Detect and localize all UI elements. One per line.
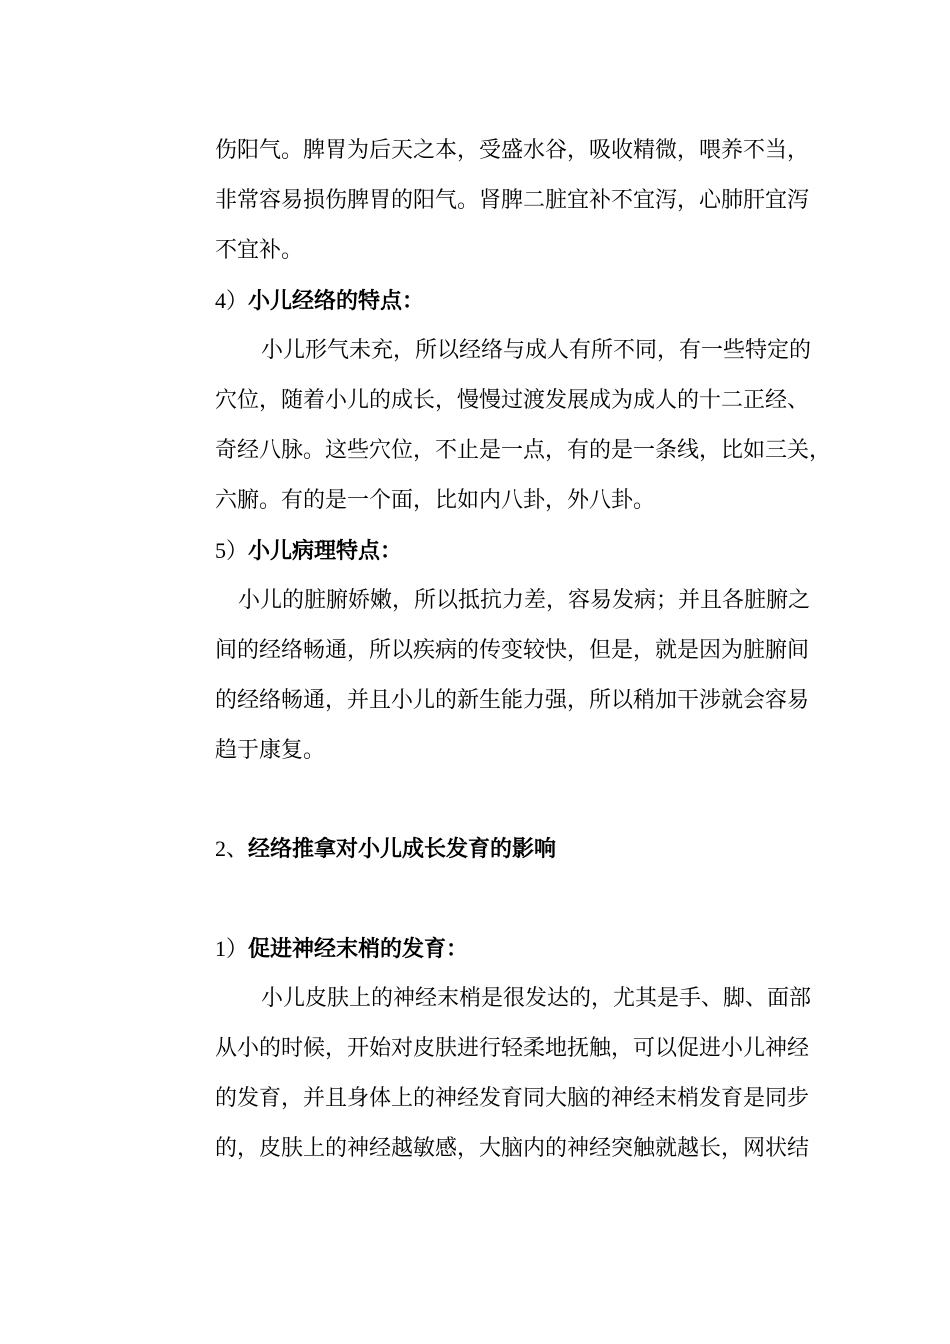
paragraph-line: 间的经络畅通，所以疾病的传变较快，但是，就是因为脏腑间 (215, 638, 810, 663)
paragraph-line: 的经络畅通，并且小儿的新生能力强，所以稍加干涉就会容易 (215, 688, 810, 713)
section-number: 2、 (215, 836, 249, 861)
paragraph-line: 的，皮肤上的神经越敏感，大脑内的神经突触就越长，网状结 (215, 1136, 810, 1161)
heading-pathology (215, 536, 402, 566)
paragraph-line: 不宜补。 (215, 238, 304, 263)
section-text: 经络推拿对小儿成长发育的影响 (248, 836, 557, 862)
heading-number: 1） (215, 936, 249, 961)
paragraph-line: 伤阳气。脾胃为后天之本，受盛水谷，吸收精微，喂养不当， (215, 138, 810, 163)
section-title (215, 834, 556, 864)
heading-text: 小儿经络的特点： (248, 288, 425, 314)
heading-nerve (215, 934, 468, 964)
paragraph-line: 趋于康复。 (215, 738, 326, 763)
paragraph-line: 的发育，并且身体上的神经发育同大脑的神经末梢发育是同步 (215, 1086, 810, 1111)
paragraph-line: 小儿形气未充，所以经络与成人有所不同，有一些特定的 (261, 338, 812, 363)
paragraph-line: 穴位，随着小儿的成长，慢慢过渡发展成为成人的十二正经、 (215, 388, 810, 413)
heading-number: 4） (215, 288, 249, 313)
paragraph-line: 六腑。有的是一个面，比如内八卦，外八卦。 (215, 488, 656, 513)
paragraph-line: 奇经八脉。这些穴位，不止是一点，有的是一条线，比如三关， (215, 438, 832, 463)
heading-number: 5） (215, 538, 249, 563)
paragraph-line: 非常容易损伤脾胃的阳气。肾脾二脏宜补不宜泻，心肺肝宜泻 (215, 188, 810, 213)
paragraph-line: 小儿的脏腑娇嫩，所以抵抗力差，容易发病；并且各脏腑之 (238, 588, 811, 613)
heading-meridian (215, 286, 424, 316)
heading-text: 小儿病理特点： (248, 538, 403, 564)
heading-text: 促进神经末梢的发育： (248, 936, 469, 962)
paragraph-line: 从小的时候，开始对皮肤进行轻柔地抚触，可以促进小儿神经 (215, 1036, 810, 1061)
paragraph-line: 小儿皮肤上的神经末梢是很发达的，尤其是手、脚、面部 (261, 986, 812, 1011)
